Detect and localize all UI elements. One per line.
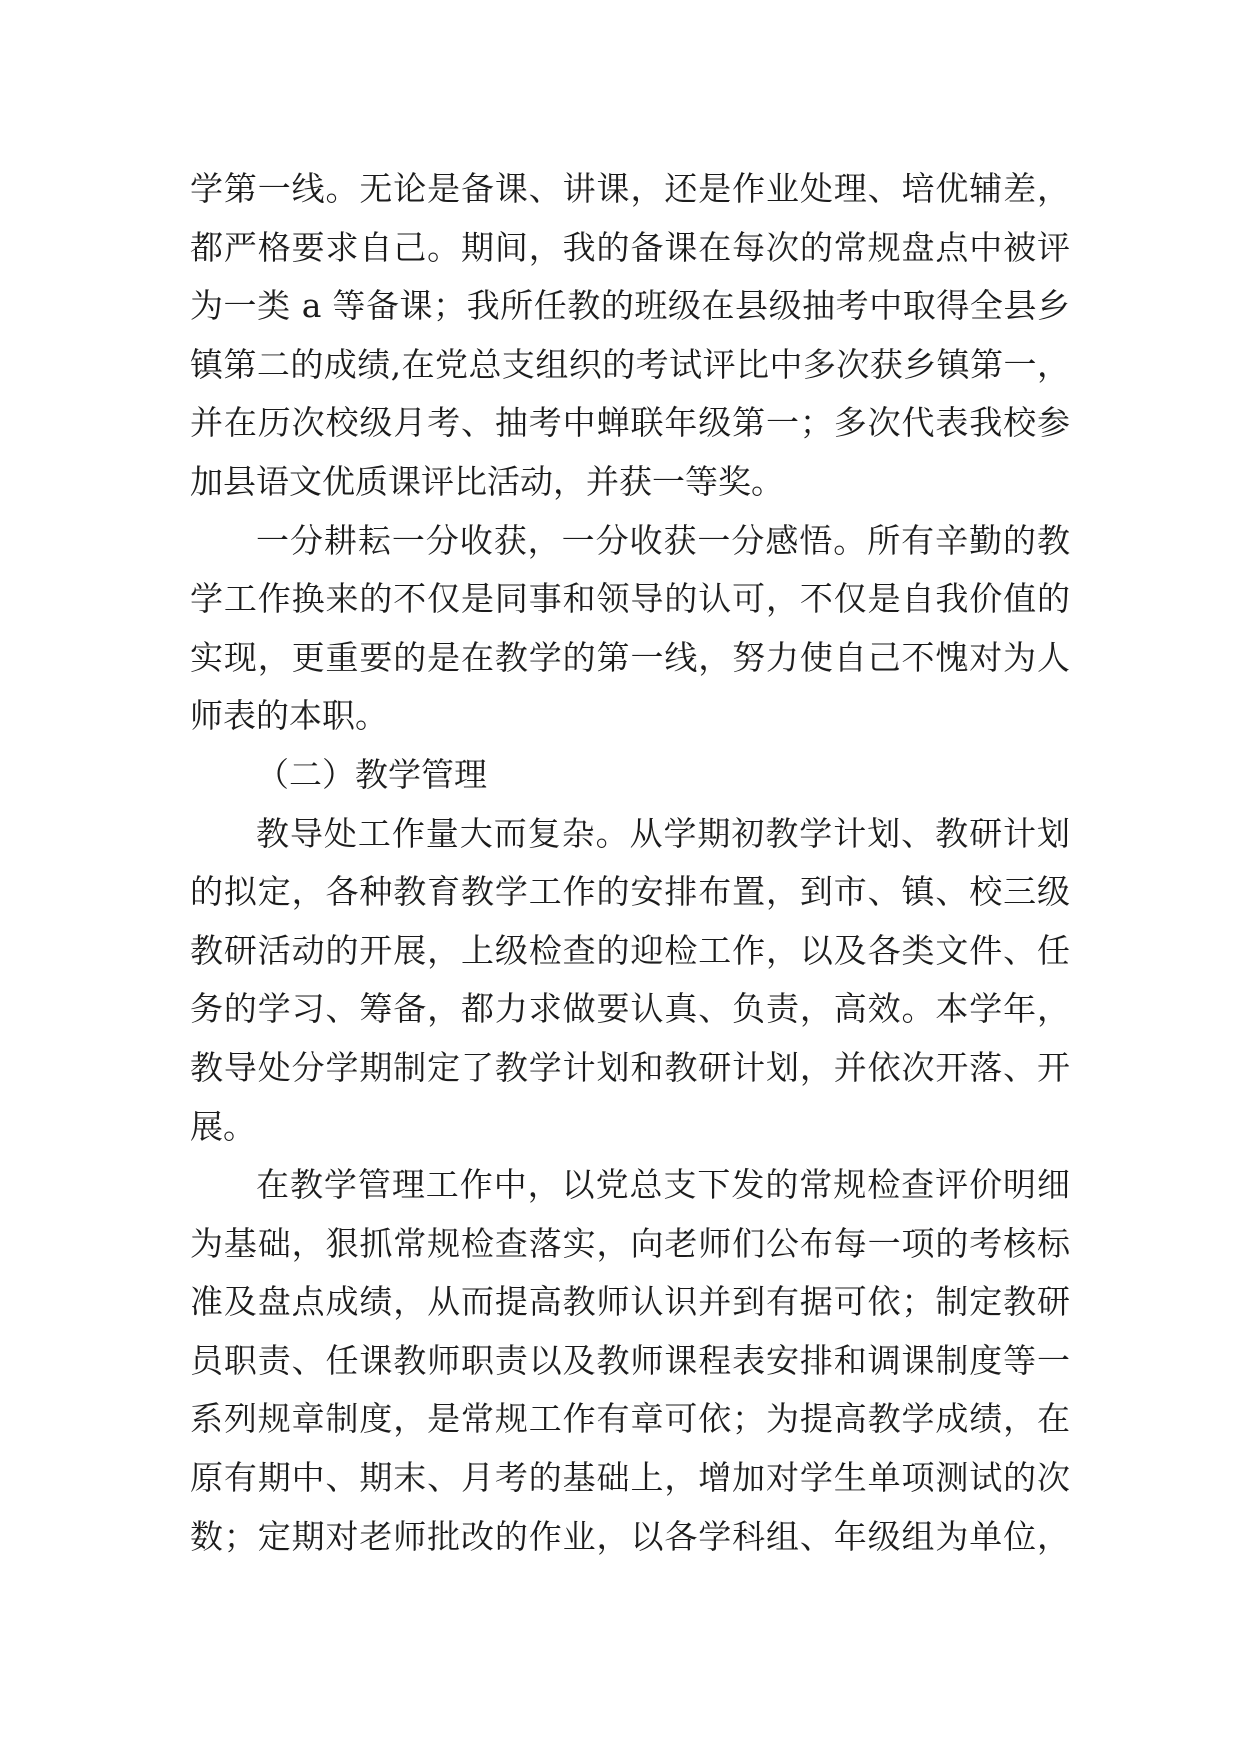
text-line: 为一类 a 等备课；我所任教的班级在县级抽考中取得全县乡 — [190, 286, 1070, 326]
text-line: 学第一线。无论是备课、讲课，还是作业处理、培优辅差， — [190, 169, 1070, 208]
text-line: 务的学习、筹备，都力求做要认真、负责，高效。本学年， — [190, 989, 1070, 1029]
text-line: 学工作换来的不仅是同事和领导的认可，不仅是自我价值的 — [190, 579, 1070, 619]
paragraph-teaching-achievements — [190, 160, 1070, 512]
text-line: 教研活动的开展，上级检查的迎检工作，以及各类文件、任 — [190, 930, 1070, 970]
text-line: 并在历次校级月考、抽考中蝉联年级第一；多次代表我校参 — [190, 403, 1070, 443]
text-line: 师表的本职。 — [190, 696, 388, 736]
text-line: 在教学管理工作中，以党总支下发的常规检查评价明细 — [256, 1165, 1070, 1205]
text-line: 准及盘点成绩，从而提高教师认识并到有据可依；制定教研 — [190, 1282, 1070, 1322]
document-body — [190, 160, 1070, 1566]
text-line: 数；定期对老师批改的作业，以各学科组、年级组为单位， — [190, 1516, 1070, 1556]
paragraph-reflection — [190, 512, 1070, 746]
text-line: 展。 — [190, 1106, 256, 1146]
text-line: 教导处工作量大而复杂。从学期初教学计划、教研计划 — [256, 813, 1070, 853]
section-heading: （二）教学管理 — [256, 754, 487, 794]
paragraph-management-work — [190, 1156, 1070, 1566]
text-line: 加县语文优质课评比活动，并获一等奖。 — [190, 461, 784, 501]
text-line: 的拟定，各种教育教学工作的安排布置，到市、镇、校三级 — [190, 872, 1070, 912]
text-line: 系列规章制度，是常规工作有章可依；为提高教学成绩，在 — [190, 1399, 1070, 1439]
text-line: 都严格要求自己。期间，我的备课在每次的常规盘点中被评 — [190, 227, 1070, 267]
text-line: 员职责、任课教师职责以及教师课程表安排和调课制度等一 — [190, 1340, 1070, 1380]
text-line: 镇第二的成绩,在党总支组织的考试评比中多次获乡镇第一， — [190, 344, 1070, 384]
text-line: 原有期中、期末、月考的基础上，增加对学生单项测试的次 — [190, 1458, 1070, 1498]
text-line: 一分耕耘一分收获，一分收获一分感悟。所有辛勤的教 — [256, 520, 1070, 560]
text-line: 为基础，狠抓常规检查落实，向老师们公布每一项的考核标 — [190, 1223, 1070, 1263]
text-line: 实现，更重要的是在教学的第一线，努力使自己不愧对为人 — [190, 637, 1070, 677]
paragraph-academic-office — [190, 805, 1070, 1157]
text-line: 教导处分学期制定了教学计划和教研计划，并依次开落、开 — [190, 1047, 1070, 1087]
